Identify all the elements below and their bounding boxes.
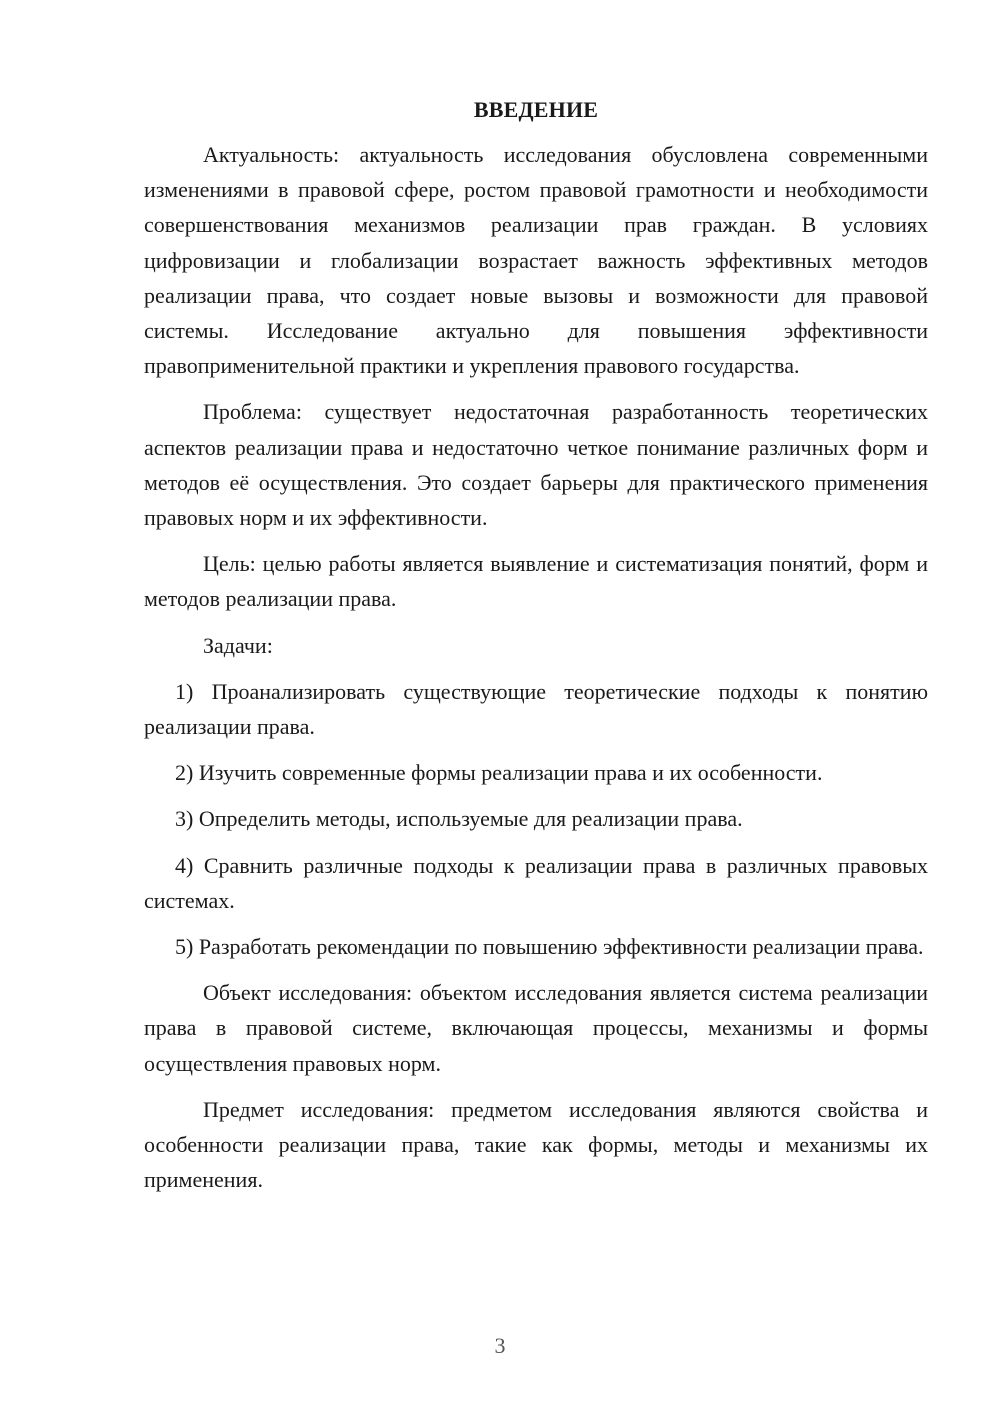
- task-item-3: 3) Определить методы, используемые для реализации права.: [175, 806, 743, 832]
- tasks-label: Задачи:: [203, 632, 273, 658]
- page-number: 3: [494, 1333, 506, 1358]
- paragraph-problem: Проблема: существует недостаточная разработанность теоретических аспектов реализации права и недостаточно четкое понимание различных форм и методов её осуществления. Это создает барьеры для практического применения правовых норм и их эффективности.: [144, 399, 928, 531]
- task-item-5: 5) Разработать рекомендации по повышению эффективности реализации права.: [175, 934, 924, 960]
- task-item-4: 4) Сравнить различные подходы к реализации права в различных правовых системах.: [144, 852, 928, 913]
- task-item-1: 1) Проанализировать существующие теоретические подходы к понятию реализации права.: [144, 678, 928, 740]
- section-heading: ВВЕДЕНИЕ: [473, 97, 599, 122]
- paragraph-relevance: Актуальность: актуальность исследования обусловлена современными изменениями в правовой сфере, ростом правовой грамотности и необходимости совершенствования механизмов реализации прав граждан. В условиях цифровизации и глобализации возрастает важность эффективных методов реализации права, что создает новые вызовы и возможности для правовой системы. Исследование актуально для повышения эффективности правоприменительной практики и укрепления правового государства.: [144, 142, 928, 379]
- paragraph-goal: Цель: целью работы является выявление и систематизация понятий, форм и методов реализации права.: [144, 551, 928, 612]
- paragraph-subject: Предмет исследования: предметом исследования являются свойства и особенности реализации права, такие как формы, методы и механизмы их применения.: [144, 1096, 928, 1193]
- paragraph-object: Объект исследования: объектом исследования является система реализации права в правовой системе, включающая процессы, механизмы и формы осуществления правовых норм.: [144, 980, 928, 1076]
- document-page: [144, 92, 928, 1197]
- task-item-2: 2) Изучить современные формы реализации права и их особенности.: [175, 760, 823, 786]
